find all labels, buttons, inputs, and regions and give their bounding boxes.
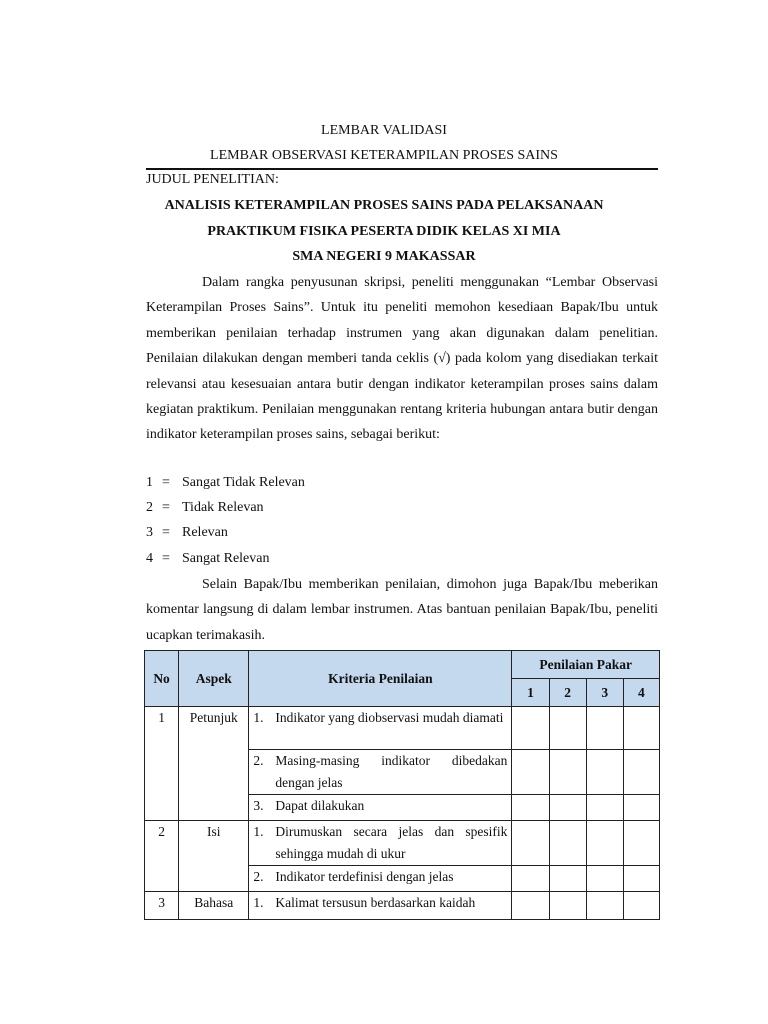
intro-paragraph: Dalam rangka penyusunan skripsi, peneliti menggunakan “Lembar Observasi Keterampilan Proses Sains”. Untuk itu peneliti memohon kesediaan Bapak/Ibu untuk memberikan penilaian terhadap instrumen yang akan digunakan dalam penelitian. Penilaian dilakukan dengan memberi tanda ceklis (√) pada kolom yang disediakan terkait relevansi atau kesesuaian antara butir dengan indikator keterampilan proses sains dalam kegiatan praktikum. Penilaian menggunakan rentang kriteria hubungan antara butir dengan indikator keterampilan proses sains, sebagai berikut:: [146, 275, 658, 443]
score-cell[interactable]: [623, 821, 659, 866]
criteria-cell: 1. Indikator yang diobservasi mudah diamati: [249, 707, 512, 750]
row-no: 2: [145, 821, 179, 892]
score-cell[interactable]: [586, 821, 623, 866]
criteria-cell: 1. Dirumuskan secara jelas dan spesifik sehingga mudah di ukur: [249, 821, 512, 866]
research-title-line-3: SMA NEGERI 9 MAKASSAR: [292, 249, 476, 264]
score-cell[interactable]: [623, 892, 659, 920]
score-cell[interactable]: [549, 892, 586, 920]
row-aspek: Petunjuk: [179, 707, 249, 821]
document-subtitle: LEMBAR OBSERVASI KETERAMPILAN PROSES SAINS: [210, 148, 558, 163]
score-cell[interactable]: [623, 750, 659, 795]
score-cell[interactable]: [586, 866, 623, 892]
row-no: 1: [145, 707, 179, 821]
header-no: No: [145, 651, 179, 707]
validation-table: [144, 650, 660, 920]
document-title: LEMBAR VALIDASI: [321, 123, 447, 138]
criteria-cell: 3. Dapat dilakukan: [249, 795, 512, 821]
score-cell[interactable]: [623, 707, 659, 750]
row-aspek: Bahasa: [179, 892, 249, 920]
header-score-4: 4: [623, 679, 659, 707]
research-title-line-1: ANALISIS KETERAMPILAN PROSES SAINS PADA PELAKSANAAN: [164, 198, 604, 213]
criteria-cell: 2. Masing-masing indikator dibedakan dengan jelas: [249, 750, 512, 795]
scale-item: 2 = Tidak Relevan: [146, 500, 264, 515]
header-kriteria: Kriteria Penilaian: [249, 651, 512, 707]
title-divider: [146, 168, 658, 170]
header-penilaian-pakar: Penilaian Pakar: [512, 651, 660, 679]
header-score-2: 2: [549, 679, 586, 707]
score-cell[interactable]: [623, 866, 659, 892]
score-cell[interactable]: [586, 707, 623, 750]
research-title-label: JUDUL PENELITIAN:: [146, 172, 279, 187]
score-cell[interactable]: [512, 866, 549, 892]
score-cell[interactable]: [512, 795, 549, 821]
header-score-3: 3: [586, 679, 623, 707]
score-cell[interactable]: [549, 750, 586, 795]
scale-item: 1 = Sangat Tidak Relevan: [146, 475, 305, 490]
row-aspek: Isi: [179, 821, 249, 892]
score-cell[interactable]: [549, 821, 586, 866]
criteria-cell: 1. Kalimat tersusun berdasarkan kaidah: [249, 892, 512, 920]
closing-paragraph: Selain Bapak/Ibu memberikan penilaian, dimohon juga Bapak/Ibu meberikan komentar langsung di dalam lembar instrumen. Atas bantuan penilaian Bapak/Ibu, peneliti ucapkan terimakasih.: [146, 577, 658, 643]
score-cell[interactable]: [586, 892, 623, 920]
score-cell[interactable]: [549, 866, 586, 892]
criteria-cell: 2. Indikator terdefinisi dengan jelas: [249, 866, 512, 892]
table-row: [145, 821, 660, 866]
scale-item: 4 = Sangat Relevan: [146, 551, 270, 566]
header-score-1: 1: [512, 679, 549, 707]
score-cell[interactable]: [623, 795, 659, 821]
row-no: 3: [145, 892, 179, 920]
table-row: [145, 707, 660, 750]
score-cell[interactable]: [512, 707, 549, 750]
score-cell[interactable]: [549, 707, 586, 750]
score-cell[interactable]: [549, 795, 586, 821]
scale-item: 3 = Relevan: [146, 525, 228, 540]
score-cell[interactable]: [586, 750, 623, 795]
score-cell[interactable]: [586, 795, 623, 821]
header-aspek: Aspek: [179, 651, 249, 707]
score-cell[interactable]: [512, 892, 549, 920]
table-row: [145, 892, 660, 920]
score-cell[interactable]: [512, 821, 549, 866]
research-title-line-2: PRAKTIKUM FISIKA PESERTA DIDIK KELAS XI MIA: [207, 224, 561, 239]
score-cell[interactable]: [512, 750, 549, 795]
